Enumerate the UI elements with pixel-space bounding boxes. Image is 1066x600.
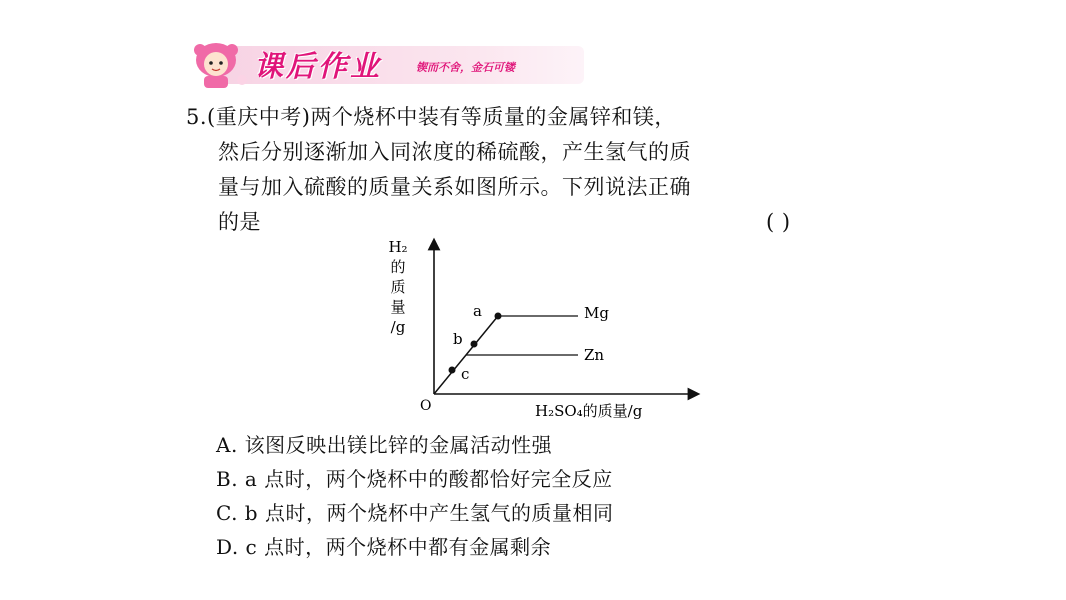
y-axis-label-5: /g — [390, 318, 406, 336]
option-c[interactable]: C. b 点时，两个烧杯中产生氢气的质量相同 — [216, 501, 614, 525]
question-source: (重庆中考) — [207, 105, 311, 129]
question-line1: 两个烧杯中装有等质量的金属锌和镁， — [310, 105, 676, 129]
x-axis-label: H₂SO₄的质量/g — [535, 402, 643, 420]
option-d[interactable]: D. c 点时，两个烧杯中都有金属剩余 — [216, 535, 552, 559]
y-axis-label-4: 量 — [390, 298, 406, 316]
answer-options — [216, 428, 916, 564]
hydrogen-mass-graph — [378, 236, 738, 426]
y-axis-label-3: 质 — [390, 278, 406, 296]
question-line4: 的是 — [218, 210, 261, 234]
point-a-marker — [495, 313, 502, 320]
point-b-label: b — [453, 330, 463, 348]
point-a-label: a — [473, 302, 482, 320]
question-line-1 — [186, 100, 896, 135]
question-line-3: 量与加入硫酸的质量关系如图所示。下列说法正确 — [218, 175, 691, 199]
point-c-marker — [449, 367, 456, 374]
banner-title: 课后作业 — [254, 49, 383, 83]
origin-label: O — [420, 398, 432, 414]
question-line-2: 然后分别逐渐加入同浓度的稀硫酸，产生氢气的质 — [218, 140, 691, 164]
point-c-label: c — [461, 365, 470, 383]
question-line-4 — [186, 205, 896, 240]
banner-motto: 锲而不舍，金石可镂 — [416, 61, 515, 74]
question-number: 5. — [186, 105, 208, 129]
homework-banner — [186, 40, 586, 90]
answer-parenthesis: ( ) — [766, 210, 791, 234]
cartoon-girl-icon — [186, 40, 256, 90]
series-label-mg: Mg — [584, 304, 609, 322]
series-label-zn: Zn — [584, 346, 605, 364]
question-text — [186, 100, 896, 240]
y-axis-label-1: H₂ — [388, 238, 408, 256]
y-axis-label-2: 的 — [390, 258, 406, 276]
option-a[interactable]: A. 该图反映出镁比锌的金属活动性强 — [216, 433, 553, 457]
point-b-marker — [471, 341, 478, 348]
option-b[interactable]: B. a 点时，两个烧杯中的酸都恰好完全反应 — [216, 467, 613, 491]
